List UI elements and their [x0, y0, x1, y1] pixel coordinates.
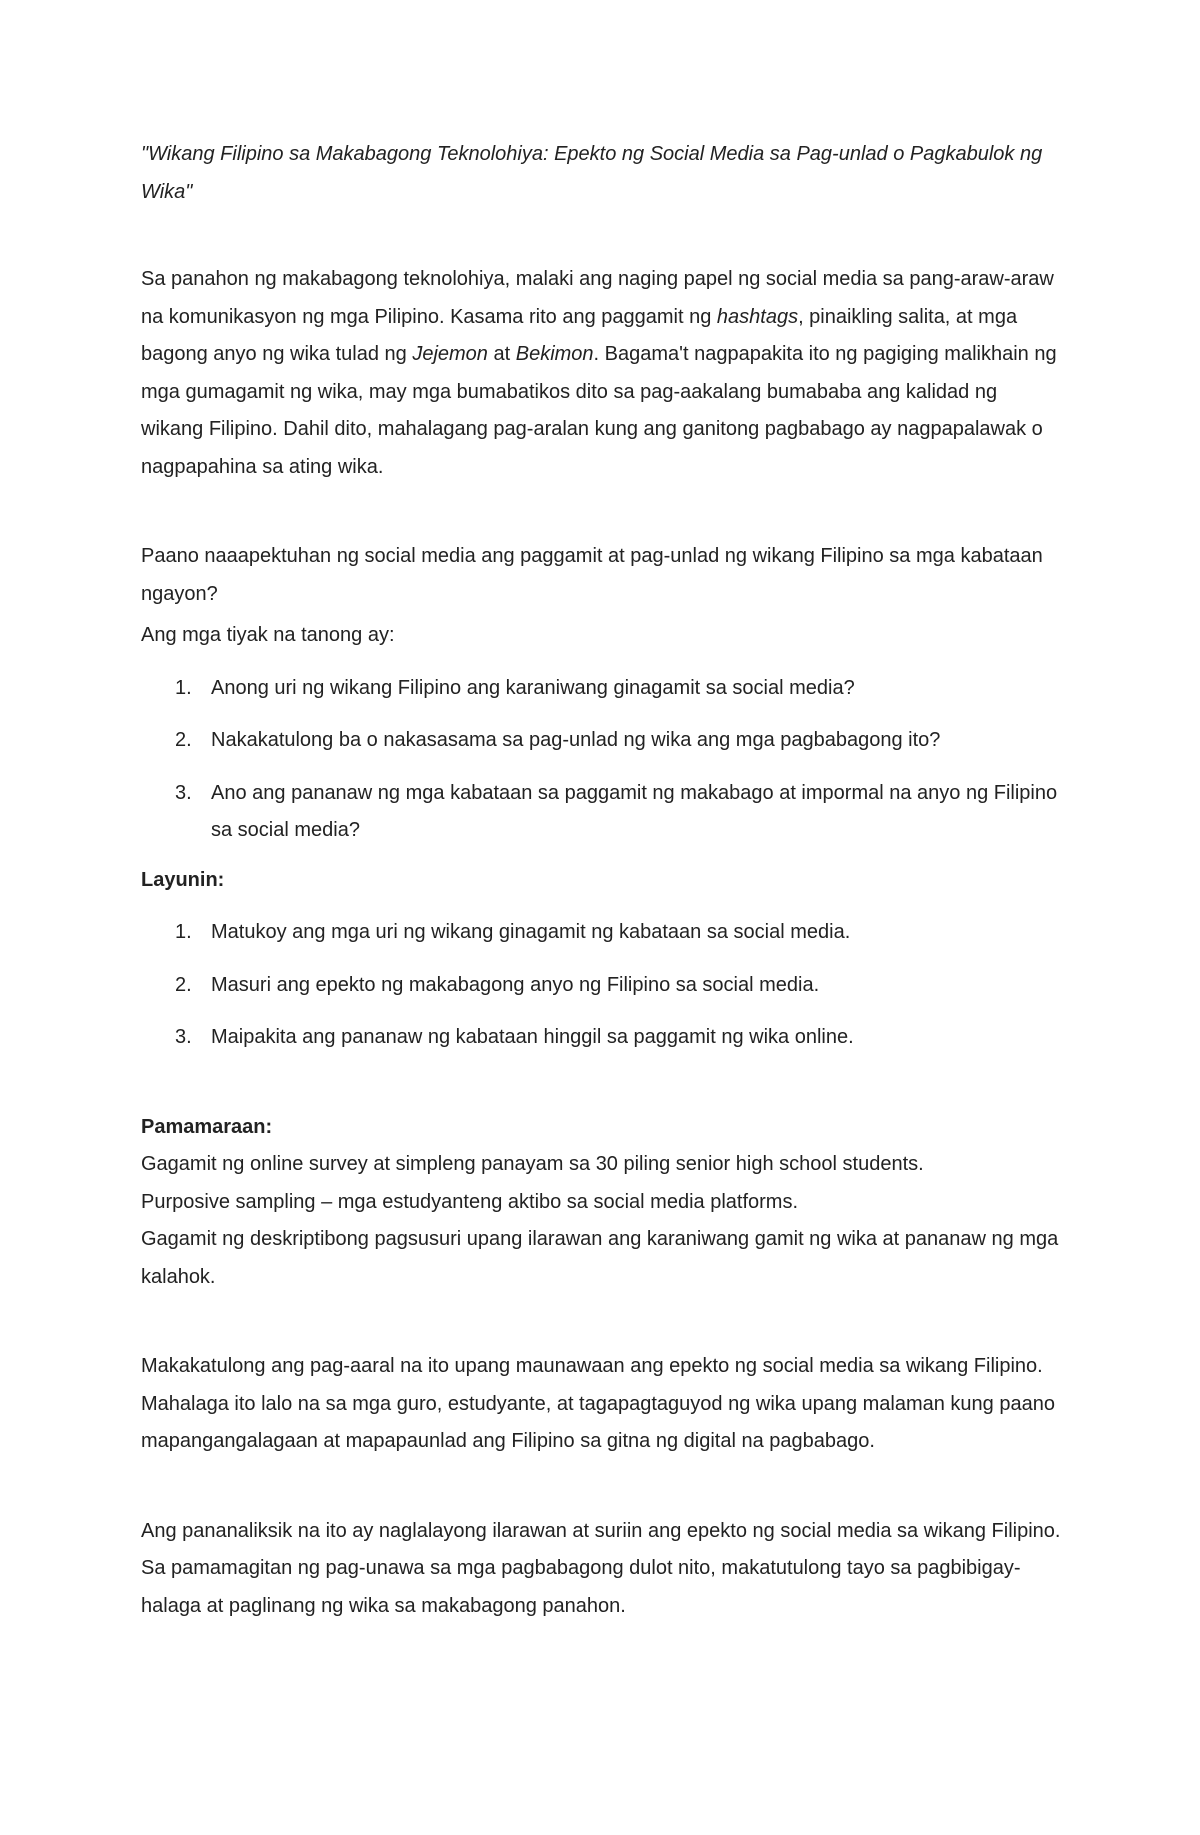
list-item-text: Nakakatulong ba o nakasasama sa pag-unlad ng wika ang mga pagbabagong ito? [211, 729, 941, 751]
conclusion-paragraph: Ang pananaliksik na ito ay naglalayong ilarawan at suriin ang epekto ng social media sa wikang Filipino. Sa pamamagitan ng pag-unawa sa mga pagbabagong dulot nito, makatutulong tayo sa pagbibigay-halaga at paglinang ng wika sa makabagong panahon. [141, 1519, 1061, 1617]
list-item-text: Masuri ang epekto ng makabagong anyo ng Filipino sa social media. [211, 973, 820, 996]
list-item-text: Maipakita ang pananaw ng kabataan hinggil sa paggamit ng wika online. [211, 1026, 854, 1048]
specific-questions-intro: Ang mga tiyak na tanong ay: [141, 624, 395, 646]
methods-line: Gagamit ng online survey at simpleng panayam sa 30 piling senior high school students. [141, 1153, 924, 1175]
intro-text-4: . Bagama't nagpapakita ito ng pagiging malikhain ng mga gumagamit ng wika, may mga bumabatikos dito sa pag-aakalang bumababa ang kalidad ng wikang Filipino. Dahil dito, mahalagang pag-aralan kung ang ganitong pagbabago ay nagpapalawak o nagpapahina sa ating wika. [141, 343, 1057, 478]
intro-emphasis-jejemon: Jejemon [412, 343, 488, 365]
objectives-list [141, 914, 1061, 1057]
list-item [141, 1019, 1061, 1057]
objectives-heading: Layunin: [141, 868, 225, 891]
list-item-text: Matukoy ang mga uri ng wikang ginagamit ng kabataan sa social media. [211, 921, 851, 943]
list-number: 1. [175, 921, 192, 943]
intro-text-1: Sa panahon ng makabagong teknolohiya, malaki ang naging papel ng social media sa pang-araw-araw na komunikasyon ng mga Pilipino. Kasama rito ang paggamit ng [141, 268, 1054, 328]
list-number: 2. [175, 973, 192, 996]
list-item [141, 914, 1061, 952]
list-item-text: Anong uri ng wikang Filipino ang karaniwang ginagamit sa social media? [211, 676, 855, 699]
intro-emphasis-bekimon: Bekimon [515, 343, 594, 365]
list-item-text: Ano ang pananaw ng mga kabataan sa paggamit ng makabago at impormal na anyo ng Filipino sa social media? [211, 781, 1058, 841]
list-number: 3. [175, 781, 192, 804]
list-number: 1. [175, 676, 192, 699]
list-item [141, 967, 1061, 1005]
list-item [141, 775, 1061, 850]
document-title: "Wikang Filipino sa Makabagong Teknolohiya: Epekto ng Social Media sa Pag-unlad o Pagkabulok ng Wika" [141, 143, 1043, 203]
methods-heading: Pamamaraan: [141, 1115, 273, 1138]
intro-paragraph [141, 261, 1061, 486]
methods-line: Purposive sampling – mga estudyanteng aktibo sa social media platforms. [141, 1190, 799, 1213]
list-number: 2. [175, 729, 192, 751]
list-number: 3. [175, 1026, 192, 1048]
list-item [141, 670, 1061, 708]
intro-text-3: at [487, 343, 516, 365]
main-question: Paano naaapektuhan ng social media ang paggamit at pag-unlad ng wikang Filipino sa mga kabataan ngayon? [141, 545, 1043, 605]
intro-emphasis-hashtags: hashtags [716, 305, 799, 328]
intro-text-2: , pinaikling salita, at mga bagong anyo ng wika tulad ng [141, 305, 1018, 365]
specific-questions-list [141, 670, 1061, 850]
significance-paragraph: Makakatulong ang pag-aaral na ito upang maunawaan ang epekto ng social media sa wikang Filipino. Mahalaga ito lalo na sa mga guro, estudyante, at tagapagtaguyod ng wika upang malaman kung paano mapangangalagaan at mapapaunlad ang Filipino sa gitna ng digital na pagbabago. [141, 1355, 1055, 1452]
document-page [141, 136, 1061, 1625]
list-item [141, 722, 1061, 760]
methods-line: Gagamit ng deskriptibong pagsusuri upang ilarawan ang karaniwang gamit ng wika at pananaw ng mga kalahok. [141, 1228, 1059, 1288]
